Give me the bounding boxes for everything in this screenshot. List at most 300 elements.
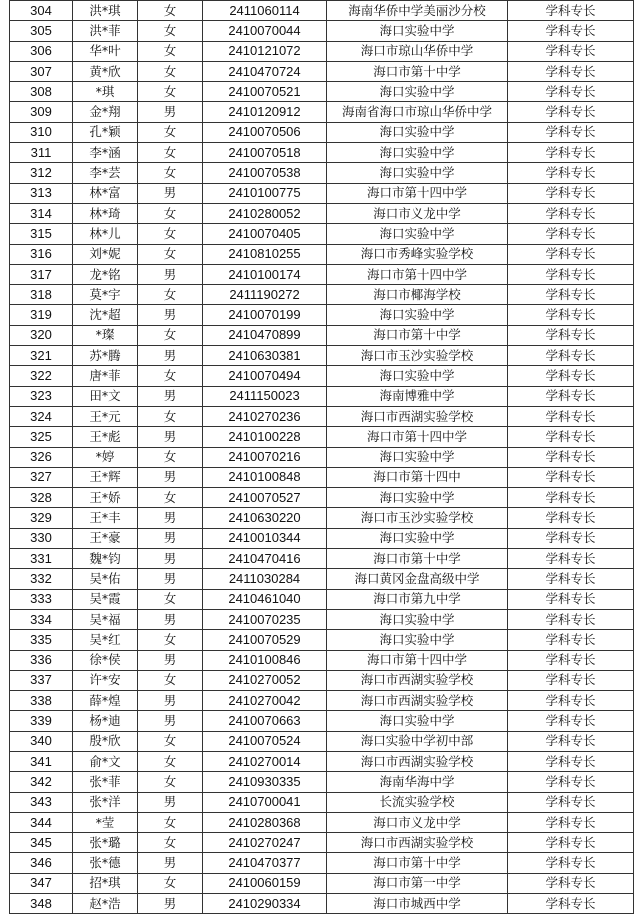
table-row [10,569,634,589]
school-cell: 海南华海中学 [327,772,508,792]
seq-cell: 343 [10,792,73,812]
category-cell: 学科专长 [508,569,634,589]
gender-cell: 男 [138,569,203,589]
id-number-cell: 2410010344 [203,528,327,548]
gender-cell: 女 [138,41,203,61]
seq-cell: 348 [10,894,73,914]
name-cell: 李*芸 [73,163,138,183]
school-cell: 海口市第九中学 [327,589,508,609]
gender-cell: 男 [138,346,203,366]
seq-cell: 347 [10,873,73,893]
name-cell: 黄*欣 [73,61,138,81]
table-row [10,244,634,264]
id-number-cell: 2410070538 [203,163,327,183]
category-cell: 学科专长 [508,305,634,325]
gender-cell: 女 [138,21,203,41]
seq-cell: 339 [10,711,73,731]
gender-cell: 女 [138,61,203,81]
id-number-cell: 2410270247 [203,833,327,853]
id-number-cell: 2410470416 [203,549,327,569]
id-number-cell: 2410070405 [203,224,327,244]
id-number-cell: 2410070494 [203,366,327,386]
school-cell: 海口市玉沙实验学校 [327,508,508,528]
gender-cell: 男 [138,427,203,447]
category-cell: 学科专长 [508,467,634,487]
id-number-cell: 2410070506 [203,122,327,142]
table-row [10,812,634,832]
gender-cell: 男 [138,508,203,528]
school-cell: 海口市西湖实验学校 [327,691,508,711]
table-row [10,386,634,406]
category-cell: 学科专长 [508,346,634,366]
school-cell: 海口实验中学 [327,447,508,467]
school-cell: 海口实验中学 [327,122,508,142]
table-row [10,792,634,812]
table-row [10,751,634,771]
name-cell: 吴*福 [73,609,138,629]
table-row [10,630,634,650]
seq-cell: 342 [10,772,73,792]
table-row [10,325,634,345]
name-cell: 林*儿 [73,224,138,244]
id-number-cell: 2410070518 [203,143,327,163]
name-cell: 金*翔 [73,102,138,122]
table-row [10,589,634,609]
name-cell: 招*琪 [73,873,138,893]
school-cell: 海口市椰海学校 [327,285,508,305]
school-cell: 海口市西湖实验学校 [327,833,508,853]
category-cell: 学科专长 [508,41,634,61]
category-cell: 学科专长 [508,528,634,548]
name-cell: *琪 [73,82,138,102]
id-number-cell: 2410270042 [203,691,327,711]
school-cell: 海口市城西中学 [327,894,508,914]
id-number-cell: 2410461040 [203,589,327,609]
seq-cell: 341 [10,751,73,771]
table-row [10,691,634,711]
gender-cell: 女 [138,630,203,650]
id-number-cell: 2411060114 [203,1,327,21]
id-number-cell: 2410270052 [203,670,327,690]
category-cell: 学科专长 [508,1,634,21]
gender-cell: 女 [138,244,203,264]
school-cell: 海口市第十中学 [327,61,508,81]
category-cell: 学科专长 [508,894,634,914]
gender-cell: 女 [138,670,203,690]
name-cell: 王*彪 [73,427,138,447]
seq-cell: 314 [10,203,73,223]
school-cell: 海口市第十四中学 [327,183,508,203]
school-cell: 海口实验中学 [327,305,508,325]
id-number-cell: 2410070529 [203,630,327,650]
category-cell: 学科专长 [508,224,634,244]
category-cell: 学科专长 [508,488,634,508]
id-number-cell: 2410270236 [203,406,327,426]
seq-cell: 323 [10,386,73,406]
school-cell: 海口市第十四中 [327,467,508,487]
category-cell: 学科专长 [508,163,634,183]
seq-cell: 320 [10,325,73,345]
school-cell: 海口实验中学初中部 [327,731,508,751]
seq-cell: 309 [10,102,73,122]
table-row [10,183,634,203]
seq-cell: 344 [10,812,73,832]
table-row [10,894,634,914]
category-cell: 学科专长 [508,21,634,41]
seq-cell: 337 [10,670,73,690]
table-row [10,731,634,751]
school-cell: 海南省海口市琼山华侨中学 [327,102,508,122]
seq-cell: 328 [10,488,73,508]
school-cell: 海口市第一中学 [327,873,508,893]
gender-cell: 男 [138,386,203,406]
table-row [10,528,634,548]
category-cell: 学科专长 [508,812,634,832]
seq-cell: 336 [10,650,73,670]
category-cell: 学科专长 [508,630,634,650]
school-cell: 海口实验中学 [327,21,508,41]
table-row [10,285,634,305]
seq-cell: 308 [10,82,73,102]
name-cell: 李*涵 [73,143,138,163]
id-number-cell: 2410100775 [203,183,327,203]
category-cell: 学科专长 [508,792,634,812]
school-cell: 海口黄冈金盘高级中学 [327,569,508,589]
gender-cell: 女 [138,589,203,609]
school-cell: 海口实验中学 [327,143,508,163]
id-number-cell: 2410120912 [203,102,327,122]
seq-cell: 306 [10,41,73,61]
gender-cell: 男 [138,183,203,203]
name-cell: 许*安 [73,670,138,690]
school-cell: 海口市西湖实验学校 [327,751,508,771]
seq-cell: 333 [10,589,73,609]
seq-cell: 315 [10,224,73,244]
school-cell: 海口市义龙中学 [327,812,508,832]
school-cell: 海南华侨中学美丽沙分校 [327,1,508,21]
seq-cell: 340 [10,731,73,751]
table-row [10,772,634,792]
id-number-cell: 2410280368 [203,812,327,832]
seq-cell: 331 [10,549,73,569]
id-number-cell: 2411030284 [203,569,327,589]
category-cell: 学科专长 [508,670,634,690]
school-cell: 海南博雅中学 [327,386,508,406]
id-number-cell: 2410630220 [203,508,327,528]
table-row [10,21,634,41]
category-cell: 学科专长 [508,691,634,711]
category-cell: 学科专长 [508,406,634,426]
seq-cell: 335 [10,630,73,650]
table-row [10,41,634,61]
gender-cell: 女 [138,488,203,508]
name-cell: 张*璐 [73,833,138,853]
id-number-cell: 2410070527 [203,488,327,508]
seq-cell: 321 [10,346,73,366]
name-cell: 殷*欣 [73,731,138,751]
name-cell: 赵*浩 [73,894,138,914]
school-cell: 海口市义龙中学 [327,203,508,223]
seq-cell: 310 [10,122,73,142]
name-cell: 王*豪 [73,528,138,548]
seq-cell: 322 [10,366,73,386]
seq-cell: 330 [10,528,73,548]
table-row [10,102,634,122]
name-cell: 张*洋 [73,792,138,812]
seq-cell: 338 [10,691,73,711]
table-row [10,447,634,467]
school-cell: 海口实验中学 [327,224,508,244]
gender-cell: 男 [138,894,203,914]
school-cell: 海口实验中学 [327,82,508,102]
table-row [10,406,634,426]
table-row [10,650,634,670]
table-row [10,853,634,873]
category-cell: 学科专长 [508,366,634,386]
category-cell: 学科专长 [508,82,634,102]
category-cell: 学科专长 [508,711,634,731]
id-number-cell: 2410100228 [203,427,327,447]
name-cell: 孔*颖 [73,122,138,142]
gender-cell: 女 [138,447,203,467]
seq-cell: 318 [10,285,73,305]
gender-cell: 男 [138,305,203,325]
school-cell: 海口市琼山华侨中学 [327,41,508,61]
gender-cell: 女 [138,833,203,853]
gender-cell: 男 [138,853,203,873]
category-cell: 学科专长 [508,873,634,893]
gender-cell: 女 [138,122,203,142]
name-cell: 王*娇 [73,488,138,508]
id-number-cell: 2410100848 [203,467,327,487]
table-row [10,427,634,447]
name-cell: 王*元 [73,406,138,426]
id-number-cell: 2410100846 [203,650,327,670]
id-number-cell: 2410070235 [203,609,327,629]
id-number-cell: 2410100174 [203,264,327,284]
school-cell: 海口市第十中学 [327,549,508,569]
table-row [10,203,634,223]
category-cell: 学科专长 [508,325,634,345]
name-cell: 田*文 [73,386,138,406]
gender-cell: 女 [138,731,203,751]
id-number-cell: 2410070199 [203,305,327,325]
table-row [10,122,634,142]
gender-cell: 男 [138,264,203,284]
name-cell: 杨*迪 [73,711,138,731]
seq-cell: 332 [10,569,73,589]
seq-cell: 327 [10,467,73,487]
table-row [10,143,634,163]
category-cell: 学科专长 [508,731,634,751]
table-row [10,224,634,244]
id-number-cell: 2410290334 [203,894,327,914]
name-cell: 苏*腾 [73,346,138,366]
table-row [10,508,634,528]
id-number-cell: 2410070216 [203,447,327,467]
gender-cell: 女 [138,82,203,102]
student-roster-table [9,0,634,914]
id-number-cell: 2411190272 [203,285,327,305]
school-cell: 海口市第十中学 [327,853,508,873]
seq-cell: 325 [10,427,73,447]
table-row [10,711,634,731]
table-row [10,61,634,81]
school-cell: 海口市西湖实验学校 [327,670,508,690]
name-cell: 吴*霞 [73,589,138,609]
category-cell: 学科专长 [508,853,634,873]
school-cell: 海口实验中学 [327,366,508,386]
school-cell: 海口市第十中学 [327,325,508,345]
gender-cell: 男 [138,102,203,122]
id-number-cell: 2410070521 [203,82,327,102]
category-cell: 学科专长 [508,772,634,792]
seq-cell: 304 [10,1,73,21]
id-number-cell: 2411150023 [203,386,327,406]
seq-cell: 334 [10,609,73,629]
school-cell: 海口市西湖实验学校 [327,406,508,426]
gender-cell: 女 [138,143,203,163]
category-cell: 学科专长 [508,61,634,81]
category-cell: 学科专长 [508,203,634,223]
table-row [10,670,634,690]
category-cell: 学科专长 [508,549,634,569]
school-cell: 海口实验中学 [327,163,508,183]
gender-cell: 女 [138,224,203,244]
name-cell: *婷 [73,447,138,467]
school-cell: 海口实验中学 [327,711,508,731]
category-cell: 学科专长 [508,751,634,771]
table-row [10,609,634,629]
name-cell: 张*菲 [73,772,138,792]
category-cell: 学科专长 [508,427,634,447]
name-cell: *莹 [73,812,138,832]
table-row [10,305,634,325]
category-cell: 学科专长 [508,102,634,122]
gender-cell: 男 [138,711,203,731]
id-number-cell: 2410070524 [203,731,327,751]
seq-cell: 311 [10,143,73,163]
name-cell: 洪*菲 [73,21,138,41]
gender-cell: 女 [138,366,203,386]
seq-cell: 312 [10,163,73,183]
id-number-cell: 2410470899 [203,325,327,345]
seq-cell: 345 [10,833,73,853]
gender-cell: 女 [138,812,203,832]
name-cell: 魏*钧 [73,549,138,569]
name-cell: 林*琦 [73,203,138,223]
table-row [10,82,634,102]
category-cell: 学科专长 [508,264,634,284]
id-number-cell: 2410700041 [203,792,327,812]
gender-cell: 女 [138,285,203,305]
seq-cell: 329 [10,508,73,528]
school-cell: 海口市第十四中学 [327,427,508,447]
name-cell: 刘*妮 [73,244,138,264]
gender-cell: 男 [138,650,203,670]
gender-cell: 男 [138,792,203,812]
id-number-cell: 2410070663 [203,711,327,731]
id-number-cell: 2410060159 [203,873,327,893]
name-cell: 薛*煌 [73,691,138,711]
category-cell: 学科专长 [508,143,634,163]
category-cell: 学科专长 [508,183,634,203]
table-row [10,488,634,508]
name-cell: 华*叶 [73,41,138,61]
name-cell: 王*辉 [73,467,138,487]
gender-cell: 女 [138,1,203,21]
id-number-cell: 2410630381 [203,346,327,366]
name-cell: 吴*佑 [73,569,138,589]
table-row [10,873,634,893]
id-number-cell: 2410280052 [203,203,327,223]
school-cell: 海口市秀峰实验学校 [327,244,508,264]
seq-cell: 324 [10,406,73,426]
school-cell: 海口实验中学 [327,528,508,548]
name-cell: 林*富 [73,183,138,203]
seq-cell: 317 [10,264,73,284]
table-row [10,1,634,21]
gender-cell: 女 [138,406,203,426]
category-cell: 学科专长 [508,244,634,264]
name-cell: 沈*超 [73,305,138,325]
gender-cell: 女 [138,873,203,893]
school-cell: 海口实验中学 [327,609,508,629]
table-row [10,549,634,569]
gender-cell: 女 [138,325,203,345]
name-cell: 俞*文 [73,751,138,771]
name-cell: 王*丰 [73,508,138,528]
category-cell: 学科专长 [508,122,634,142]
seq-cell: 316 [10,244,73,264]
table-row [10,346,634,366]
gender-cell: 女 [138,203,203,223]
seq-cell: 313 [10,183,73,203]
id-number-cell: 2410070044 [203,21,327,41]
seq-cell: 305 [10,21,73,41]
school-cell: 海口市第十四中学 [327,264,508,284]
school-cell: 长流实验学校 [327,792,508,812]
category-cell: 学科专长 [508,609,634,629]
gender-cell: 男 [138,467,203,487]
school-cell: 海口市第十四中学 [327,650,508,670]
name-cell: 徐*侯 [73,650,138,670]
gender-cell: 女 [138,751,203,771]
name-cell: 莫*宇 [73,285,138,305]
school-cell: 海口市玉沙实验学校 [327,346,508,366]
gender-cell: 男 [138,528,203,548]
name-cell: 洪*琪 [73,1,138,21]
seq-cell: 319 [10,305,73,325]
gender-cell: 女 [138,772,203,792]
id-number-cell: 2410121072 [203,41,327,61]
category-cell: 学科专长 [508,386,634,406]
id-number-cell: 2410930335 [203,772,327,792]
name-cell: 张*德 [73,853,138,873]
seq-cell: 307 [10,61,73,81]
table-row [10,366,634,386]
category-cell: 学科专长 [508,508,634,528]
seq-cell: 346 [10,853,73,873]
table-row [10,833,634,853]
id-number-cell: 2410270014 [203,751,327,771]
gender-cell: 女 [138,163,203,183]
table-row [10,467,634,487]
gender-cell: 男 [138,691,203,711]
roster-body [10,1,634,914]
name-cell: *璨 [73,325,138,345]
table-row [10,264,634,284]
